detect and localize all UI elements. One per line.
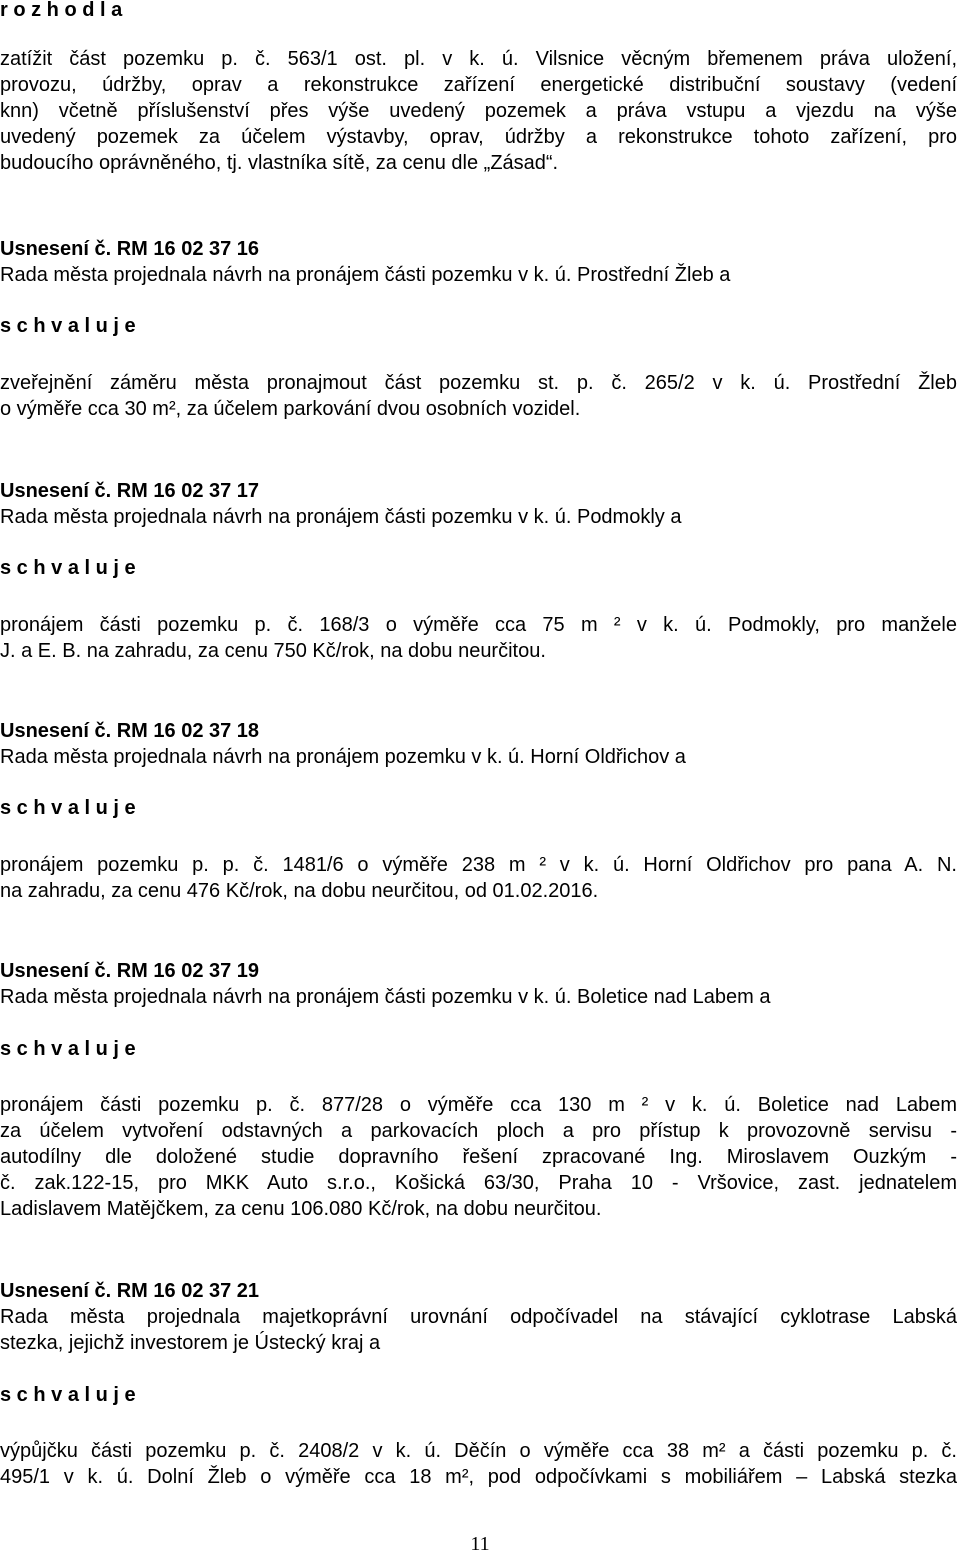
resolution-intro: Rada města projednala návrh na pronájem části pozemku v k. ú. Prostřední Žleb a — [0, 264, 731, 286]
resolution-intro: Rada města projednala návrh na pronájem části pozemku v k. ú. Podmokly a — [0, 506, 682, 528]
resolution-body-line: Ladislavem Matějčkem, za cenu 106.080 Kč/rok, na dobu neurčitou. — [0, 1198, 602, 1220]
paragraph-line: budoucího oprávněného, tj. vlastníka sítě, za cenu dle „Zásad“. — [0, 152, 559, 174]
paragraph-line: uvedený pozemek za účelem výstavby, oprav, údržby a rekonstrukce tohoto zařízení, pro — [0, 126, 957, 148]
resolution-body-line: na zahradu, za cenu 476 Kč/rok, na dobu neurčitou, od 01.02.2016. — [0, 880, 599, 902]
resolution-body-line: 495/1 v k. ú. Dolní Žleb o výměře cca 18 m², pod odpočívkami s mobiliářem – Labská stezka — [0, 1466, 957, 1488]
resolution-body-line: o výměře cca 30 m², za účelem parkování dvou osobních vozidel. — [0, 398, 581, 420]
resolution-body-line: výpůjčku části pozemku p. č. 2408/2 v k. ú. Děčín o výměře cca 38 m² a části pozemku p. č. — [0, 1440, 957, 1462]
paragraph-line: provozu, údržby, oprav a rekonstrukce zařízení energetické distribuční soustavy (vedení — [0, 74, 957, 96]
resolution-heading — [0, 718, 957, 744]
resolution-label: Usnesení č. — [0, 480, 112, 502]
resolution-intro: Rada města projednala majetkoprávní urovnání odpočívadel na stávající cyklotrase Labská — [0, 1306, 957, 1328]
resolution-heading — [0, 1278, 957, 1304]
resolution-body-line: č. zak.122-15, pro MKK Auto s.r.o., Košická 63/30, Praha 10 - Vršovice, zast. jednatelem — [0, 1172, 957, 1194]
resolution-intro: Rada města projednala návrh na pronájem pozemku v k. ú. Horní Oldřichov a — [0, 746, 686, 768]
paragraph-line: knn) včetně příslušenství přes výše uvedený pozemek a práva vstupu a vjezdu na výše — [0, 100, 957, 122]
resolution-heading — [0, 958, 957, 984]
verdict-schvaluje: s c h v a l u j e — [0, 1038, 136, 1060]
resolution-label: Usnesení č. — [0, 238, 112, 260]
resolution-intro: stezka, jejichž investorem je Ústecký kraj a — [0, 1332, 381, 1354]
resolution-body-line: J. a E. B. na zahradu, za cenu 750 Kč/rok, na dobu neurčitou. — [0, 640, 546, 662]
verdict-schvaluje: s c h v a l u j e — [0, 315, 136, 337]
resolution-number: RM 16 02 37 21 — [116, 1280, 260, 1302]
paragraph-line: zatížit část pozemku p. č. 563/1 ost. pl. v k. ú. Vilsnice věcným břemenem práva uložení, — [0, 48, 957, 70]
resolution-body-line: autodílny dle doložené studie dopravního řešení zpracované Ing. Miroslavem Ouzkým - — [0, 1146, 957, 1168]
resolution-number: RM 16 02 37 19 — [116, 960, 260, 982]
verdict-schvaluje: s c h v a l u j e — [0, 557, 136, 579]
resolution-heading — [0, 236, 957, 262]
resolution-label: Usnesení č. — [0, 960, 112, 982]
resolution-label: Usnesení č. — [0, 720, 112, 742]
resolution-body-line: pronájem části pozemku p. č. 877/28 o výměře cca 130 m ² v k. ú. Boletice nad Labem — [0, 1094, 957, 1116]
verdict-schvaluje: s c h v a l u j e — [0, 797, 136, 819]
resolution-number: RM 16 02 37 17 — [116, 480, 260, 502]
resolution-body-line: pronájem části pozemku p. č. 168/3 o výměře cca 75 m ² v k. ú. Podmokly, pro manžele — [0, 614, 957, 636]
verdict-schvaluje: s c h v a l u j e — [0, 1384, 136, 1406]
resolution-body-line: pronájem pozemku p. p. č. 1481/6 o výměře 238 m ² v k. ú. Horní Oldřichov pro pana A. N. — [0, 854, 957, 876]
resolution-label: Usnesení č. — [0, 1280, 112, 1302]
resolution-body-line: zveřejnění záměru města pronajmout část pozemku st. p. č. 265/2 v k. ú. Prostřední Žleb — [0, 372, 957, 394]
resolution-intro: Rada města projednala návrh na pronájem části pozemku v k. ú. Boletice nad Labem a — [0, 986, 771, 1008]
resolution-number: RM 16 02 37 18 — [116, 720, 260, 742]
resolution-heading — [0, 478, 957, 504]
page-number: 11 — [470, 1533, 490, 1555]
resolution-body-line: za účelem vytvoření odstavných a parkovacích ploch a pro přístup k provozovně servisu - — [0, 1120, 957, 1142]
resolution-number: RM 16 02 37 16 — [116, 238, 260, 260]
verdict-rozhodla: r o z h o d l a — [0, 0, 123, 21]
